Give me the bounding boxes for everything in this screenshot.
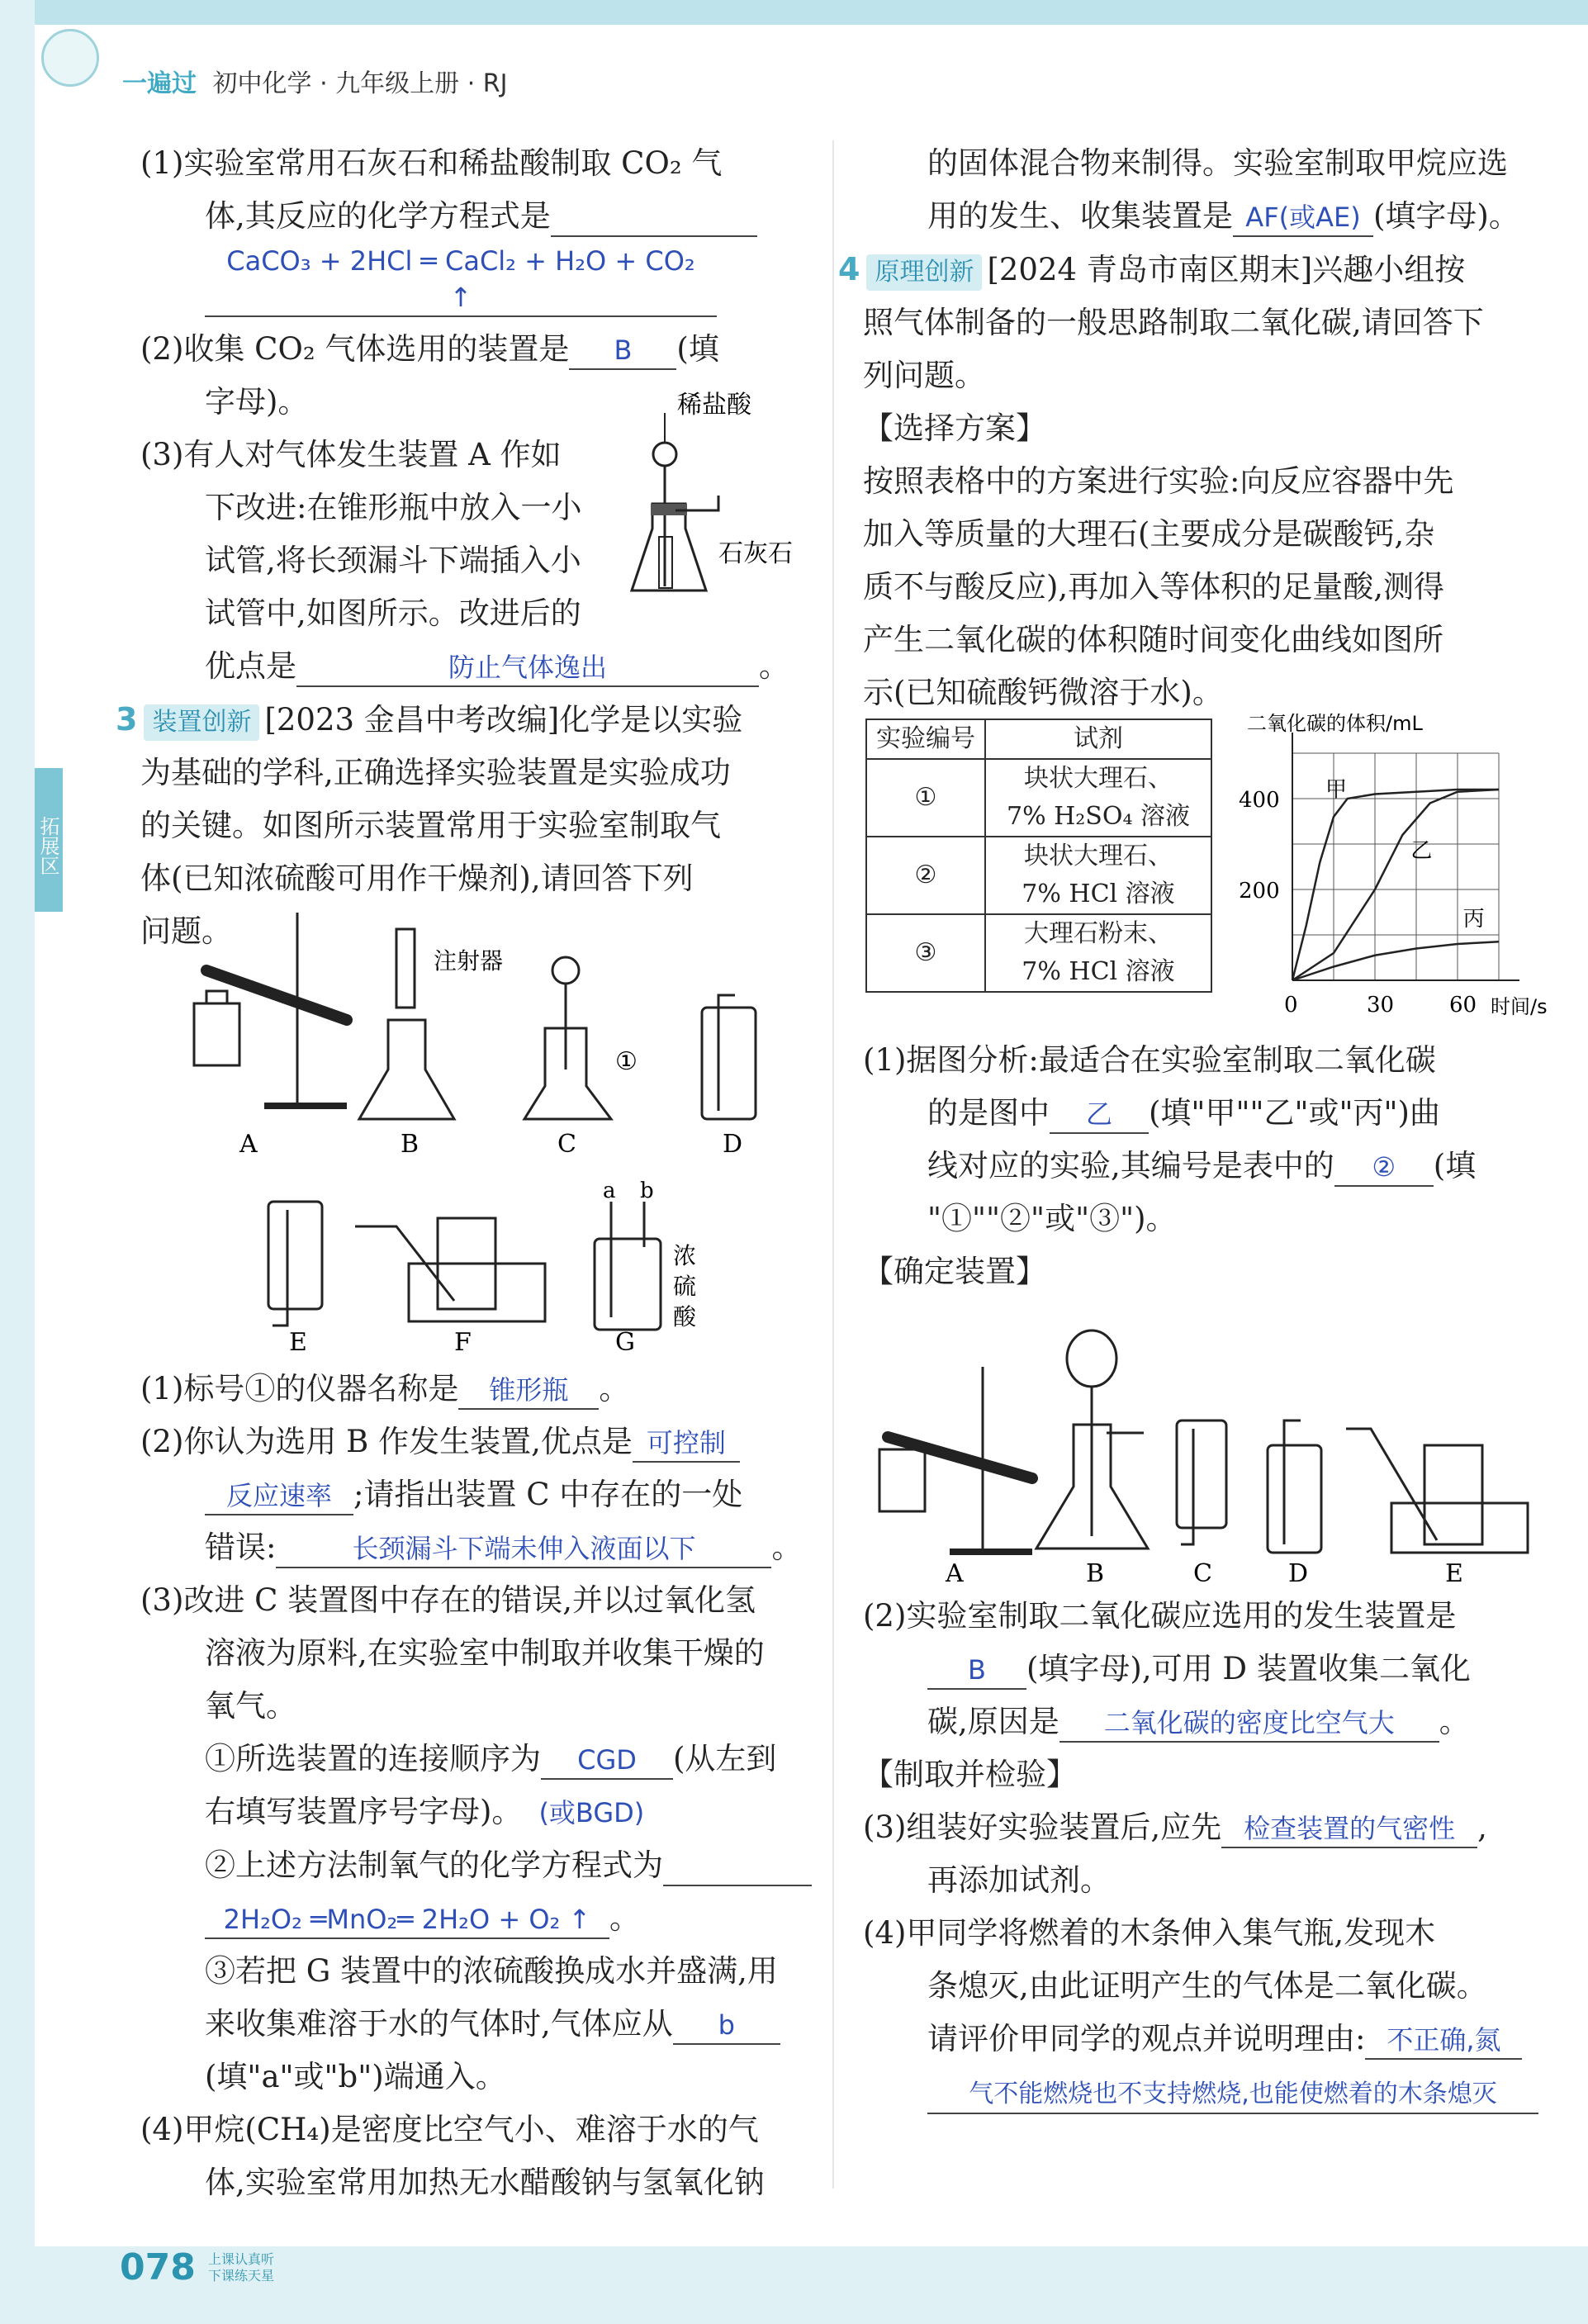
q2-3-text: 优点是 [205, 648, 296, 684]
q3-3-3-line3: (填"a"或"b")端通入。 [205, 2059, 506, 2094]
q3-4-line4 [863, 190, 1573, 243]
q4-para-line2: 加入等质量的大理石(主要成分是碳酸钙,杂 [863, 516, 1435, 552]
apparatus-e [268, 1202, 322, 1357]
q4-intro-line3: 列问题。 [863, 358, 985, 393]
section-confirm-apparatus: 【确定装置】 [863, 1254, 1046, 1289]
q3-3-line3: 氧气。 [205, 1688, 296, 1724]
q4-4-answer-1: 不正确,氮 [1365, 2022, 1522, 2060]
conc-1: 浓 [673, 1242, 697, 1269]
q3-4-line1: (4)甲烷(CH₄)是密度比空气小、难溶于水的气 [140, 2112, 759, 2147]
header-brand: 一遍过 [122, 69, 197, 98]
flask-icon [632, 504, 706, 590]
q4-para-line3: 质不与酸反应),再加入等体积的足量酸,测得 [863, 569, 1444, 605]
q3-3-1-text-c: 右填写装置序号字母)。 [205, 1794, 523, 1829]
q3-1-line: (1)标号①的仪器名称是 锥形瓶 。 [140, 1363, 818, 1416]
q2-3-line2: 下改进:在锥形瓶中放入一小 [205, 490, 582, 525]
table-header: 实验编号 [866, 719, 985, 759]
q4-2-answer-2: 二氧化碳的密度比空气大 [1059, 1705, 1439, 1743]
label2-b: B [1086, 1559, 1105, 1586]
apparatus2-b [1036, 1330, 1148, 1586]
q4-1-text-d: 线对应的实验,其编号是表中的 [927, 1148, 1334, 1183]
table-row [866, 837, 1211, 914]
q3-3-2-blank [663, 1848, 812, 1886]
q3-3-1-answer-alt: (或BGD) [538, 1797, 645, 1828]
q3-3-1-line1 [140, 1733, 818, 1786]
apparatus2-d [1268, 1420, 1321, 1586]
q4-3-comma: , [1477, 1809, 1487, 1845]
q4-intro-line2: 照气体制备的一般思路制取二氧化碳,请回答下 [863, 305, 1484, 340]
slogan-line-2: 下课练天星 [208, 2268, 275, 2284]
q4-tag: 原理创新 [866, 254, 982, 291]
q4-3-answer: 检查装置的气密性 [1221, 1810, 1477, 1848]
improved-apparatus-figure [628, 388, 818, 611]
q4-3-line1 [863, 1801, 1573, 1854]
q2-1-blank [551, 199, 757, 237]
q2-1-line1: (1)实验室常用石灰石和稀盐酸制取 CO₂ 气 [140, 145, 723, 181]
apparatus-d [702, 995, 756, 1159]
apparatus-a [194, 913, 347, 1159]
y-tick-label: 400 [1239, 788, 1280, 813]
q4-para-line5: 示(已知硫酸钙微溶于水)。 [863, 675, 1223, 710]
q4-4-line1: (4)甲同学将燃着的木条伸入集气瓶,发现木 [863, 1915, 1436, 1951]
q2-1-line2 [140, 190, 818, 243]
q4-2-text-c: 碳,原因是 [927, 1704, 1059, 1739]
q3-3-line1: (3)改进 C 装置图中存在的错误,并以过氧化氢 [140, 1582, 756, 1618]
y-axis-label: 二氧化碳的体积/mL [1247, 712, 1423, 735]
q3-3-2-answer: 2H₂O₂ ═MnO₂═ 2H₂O + O₂ ↑ [205, 1901, 609, 1939]
reagent-line-2: 7% HCl 溶液 [1022, 957, 1175, 986]
q4-1-text-c: (填"甲""乙"或"丙")曲 [1149, 1095, 1440, 1131]
section-prepare-test: 【制取并检验】 [863, 1757, 1077, 1792]
apparatus-b [359, 929, 503, 1159]
q3-4-line3: 的固体混合物来制得。实验室制取甲烷应选 [927, 145, 1508, 181]
series-label: 甲 [1325, 777, 1348, 803]
q3-number: 3 [116, 701, 138, 738]
q3-4-line2: 体,实验室常用加热无水醋酸钠与氢氧化钠 [205, 2165, 765, 2200]
q3-2-answer-1: 可控制 [633, 1425, 740, 1463]
left-border [0, 0, 35, 2324]
q4-2-line1: (2)实验室制取二氧化碳应选用的发生装置是 [863, 1598, 1457, 1634]
q2-2-line1 [140, 323, 818, 376]
marker-circle-1: ① [615, 1047, 638, 1076]
co2-volume-chart [1239, 712, 1569, 1034]
q3-3-3-line2 [140, 1998, 818, 2051]
q3-tag: 装置创新 [144, 704, 259, 741]
table-cell-id: ① [866, 759, 985, 837]
q4-4-line2: 条熄灭,由此证明产生的气体是二氧化碳。 [927, 1968, 1487, 2004]
q2-3-line4: 试管中,如图所示。改进后的 [205, 595, 581, 631]
q3-intro-line3: 的关键。如图所示装置常用于实验室制取气 [140, 808, 721, 843]
q2-1-line3 [140, 243, 818, 323]
mascot-logo-icon [41, 29, 99, 87]
x-tick-label: 60 [1449, 993, 1477, 1017]
stone-label: 石灰石 [718, 539, 793, 568]
q3-4-text-e: (填字母)。 [1373, 198, 1519, 234]
q3-4-answer: AF(或AE) [1233, 199, 1373, 237]
q3-3-2-line2: 2H₂O₂ ═MnO₂═ 2H₂O + O₂ ↑ 。 [140, 1892, 818, 1945]
q3-intro-line1 [116, 693, 818, 747]
q3-2-text-b: ;请指出装置 C 中存在的一处 [353, 1477, 743, 1512]
q2-1-text: 体,其反应的化学方程式是 [205, 198, 551, 234]
reagent-line-2: 7% H₂SO₄ 溶液 [1006, 802, 1191, 831]
q3-3-3-line1: ③若把 G 装置中的浓硫酸换成水并盛满,用 [205, 1953, 778, 1989]
apparatus-c [524, 957, 638, 1159]
q3-3-3-answer: b [673, 2007, 780, 2045]
q4-3-text: (3)组装好实验装置后,应先 [863, 1809, 1222, 1845]
label-c: C [557, 1130, 576, 1159]
label-g: G [615, 1328, 635, 1357]
syringe-label: 注射器 [434, 947, 504, 975]
right-column-mid [863, 1034, 1573, 1298]
q3-3-1-line2 [140, 1786, 818, 1839]
q2-1-answer: CaCO₃ + 2HCl ═ CaCl₂ + H₂O + CO₂ ↑ [205, 243, 717, 317]
q3-1-text: (1)标号①的仪器名称是 [140, 1371, 459, 1406]
q4-4-answer-2: 气不能燃烧也不支持燃烧,也能使燃着的木条熄灭 [927, 2076, 1538, 2114]
q4-1-line4: "①""②"或"③")。 [927, 1201, 1177, 1236]
q2-2-answer: B [569, 332, 676, 370]
q3-3-2-text: ②上述方法制氧气的化学方程式为 [205, 1847, 663, 1883]
q2-2-line2: 字母)。 [205, 384, 309, 420]
q3-3-1-answer: CGD [541, 1742, 673, 1780]
x-tick-label: 30 [1367, 993, 1395, 1017]
label2-c: C [1193, 1559, 1212, 1586]
q4-3-line2: 再添加试剂。 [927, 1862, 1111, 1898]
q3-3-1-text-b: (从左到 [673, 1741, 777, 1776]
sidebar-tab: 拓展区 [35, 768, 63, 912]
q3-3-2-line1 [140, 1839, 818, 1892]
q4-1-text-b: 的是图中 [927, 1095, 1050, 1131]
q4-2-line3: 碳,原因是 二氧化碳的密度比空气大 。 [863, 1696, 1573, 1748]
apparatus-figure-a-to-g [190, 913, 818, 1363]
q2-3-line5: 优点是 防止气体逸出 。 [140, 640, 818, 693]
series-label: 丙 [1462, 907, 1485, 932]
experiment-table [865, 719, 1212, 993]
table-cell-reagent [985, 914, 1211, 992]
label2-e: E [1445, 1559, 1463, 1586]
apparatus2-c [1177, 1420, 1226, 1586]
table-row [866, 759, 1211, 837]
q4-1-line3 [863, 1140, 1573, 1193]
q3-2-line1 [140, 1416, 818, 1468]
label2-a: A [946, 1559, 964, 1586]
apparatus-f [355, 1218, 545, 1357]
q3-intro-line2: 为基础的学科,正确选择实验装置是实验成功 [140, 755, 731, 790]
apparatus-figure-a-to-e [875, 1305, 1569, 1586]
label-f: F [454, 1328, 472, 1357]
left-column-lower [140, 1363, 818, 2209]
q2-2-text: (2)收集 CO₂ 气体选用的装置是 [140, 331, 570, 367]
q3-2-text: (2)你认为选用 B 作发生装置,优点是 [140, 1424, 633, 1459]
q4-para-line1: 按照表格中的方案进行实验:向反应容器中先 [863, 463, 1454, 499]
q2-3-answer: 防止气体逸出 [296, 649, 759, 687]
table-cell-reagent [985, 759, 1211, 837]
q4-2-line2 [863, 1643, 1573, 1696]
acid-label: 稀盐酸 [677, 391, 751, 420]
funnel-icon [653, 443, 676, 466]
apparatus2-a [879, 1367, 1032, 1586]
q4-2-text-b: (填字母),可用 D 装置收集二氧化 [1026, 1651, 1471, 1686]
conc-2: 硫 [673, 1273, 697, 1300]
table-cell-id: ③ [866, 914, 985, 992]
series-label: 乙 [1410, 838, 1433, 864]
reagent-line-1: 块状大理石、 [1024, 764, 1173, 793]
q2-3-line3: 试管,将长颈漏斗下端插入小 [205, 543, 581, 578]
q3-2-answer-3: 长颈漏斗下端未伸入液面以下 [276, 1530, 771, 1568]
table-header-row [866, 719, 1211, 759]
reagent-line-1: 大理石粉末、 [1024, 919, 1173, 948]
q3-4-text: 用的发生、收集装置是 [927, 198, 1233, 234]
footer-slogan [208, 2251, 274, 2284]
q4-4-text: 请评价甲同学的观点并说明理由: [927, 2021, 1366, 2056]
apparatus-g [595, 1179, 697, 1357]
label2-d: D [1288, 1559, 1309, 1586]
label-b: B [401, 1130, 420, 1159]
y-tick-label: 200 [1239, 879, 1280, 904]
x-axis-label: 时间/s [1491, 995, 1548, 1018]
q4-1-answer-1: 乙 [1050, 1096, 1149, 1134]
q3-2-line2 [140, 1468, 818, 1521]
q4-2-answer-1: B [927, 1652, 1026, 1690]
label-d: D [723, 1130, 743, 1159]
q4-1-line1: (1)据图分析:最适合在实验室制取二氧化碳 [863, 1042, 1436, 1078]
page-number: 078 [120, 2246, 196, 2288]
reagent-line-1: 块状大理石、 [1024, 842, 1173, 870]
header-course: 初中化学 · 九年级上册 · RJ [212, 69, 508, 98]
q4-intro-line1 [838, 243, 1573, 296]
q2-2-text-b: (填 [676, 331, 719, 367]
top-border [0, 0, 1588, 25]
table-row [866, 914, 1211, 992]
apparatus2-e [1346, 1429, 1528, 1586]
right-column-lower [863, 1590, 1573, 2118]
port-b: b [640, 1179, 654, 1203]
reagent-line-2: 7% HCl 溶液 [1022, 880, 1175, 908]
q3-1-answer: 锥形瓶 [458, 1372, 599, 1410]
column-divider [832, 140, 834, 2189]
table-header: 试剂 [985, 719, 1211, 759]
running-header [122, 63, 507, 99]
q4-4-line3 [863, 2013, 1573, 2066]
q3-intro-line4: 体(已知浓硫酸可用作干燥剂),请回答下列 [140, 861, 694, 896]
q4-1-text-e: (填 [1433, 1148, 1477, 1183]
q3-3-line2: 溶液为原料,在实验室中制取并收集干燥的 [205, 1635, 765, 1671]
q4-1-line2 [863, 1087, 1573, 1140]
label-e: E [289, 1328, 307, 1357]
conc-3: 酸 [673, 1303, 697, 1330]
right-column [838, 137, 1573, 719]
q3-2-line3: 错误: 长颈漏斗下端未伸入液面以下 。 [140, 1521, 818, 1574]
q4-number: 4 [838, 251, 860, 287]
table-cell-id: ② [866, 837, 985, 914]
table-cell-reagent [985, 837, 1211, 914]
q4-1-answer-2: ② [1334, 1149, 1434, 1187]
q4-para-line4: 产生二氧化碳的体积随时间变化曲线如图所 [863, 622, 1443, 657]
q4-4-line4 [863, 2066, 1573, 2118]
section-select-plan: 【选择方案】 [863, 410, 1046, 446]
q3-2-text-c: 错误: [205, 1530, 277, 1565]
port-a: a [603, 1179, 616, 1203]
q3-2-answer-2: 反应速率 [205, 1477, 353, 1515]
q4-intro-a: [2024 青岛市南区期末]兴趣小组按 [987, 252, 1466, 287]
slogan-line-1: 上课认真听 [208, 2251, 275, 2267]
label-a: A [239, 1130, 258, 1159]
q3-3-3-text: 来收集难溶于水的气体时,气体应从 [205, 2006, 673, 2042]
q3-3-1-text: ①所选装置的连接顺序为 [205, 1741, 541, 1776]
x-tick-label: 0 [1284, 993, 1298, 1017]
q3-intro-a: [2023 金昌中考改编]化学是以实验 [264, 702, 743, 738]
q2-3-line1: (3)有人对气体发生装置 A 作如 [140, 437, 562, 472]
q3-intro-line5: 问题。 [140, 913, 232, 949]
